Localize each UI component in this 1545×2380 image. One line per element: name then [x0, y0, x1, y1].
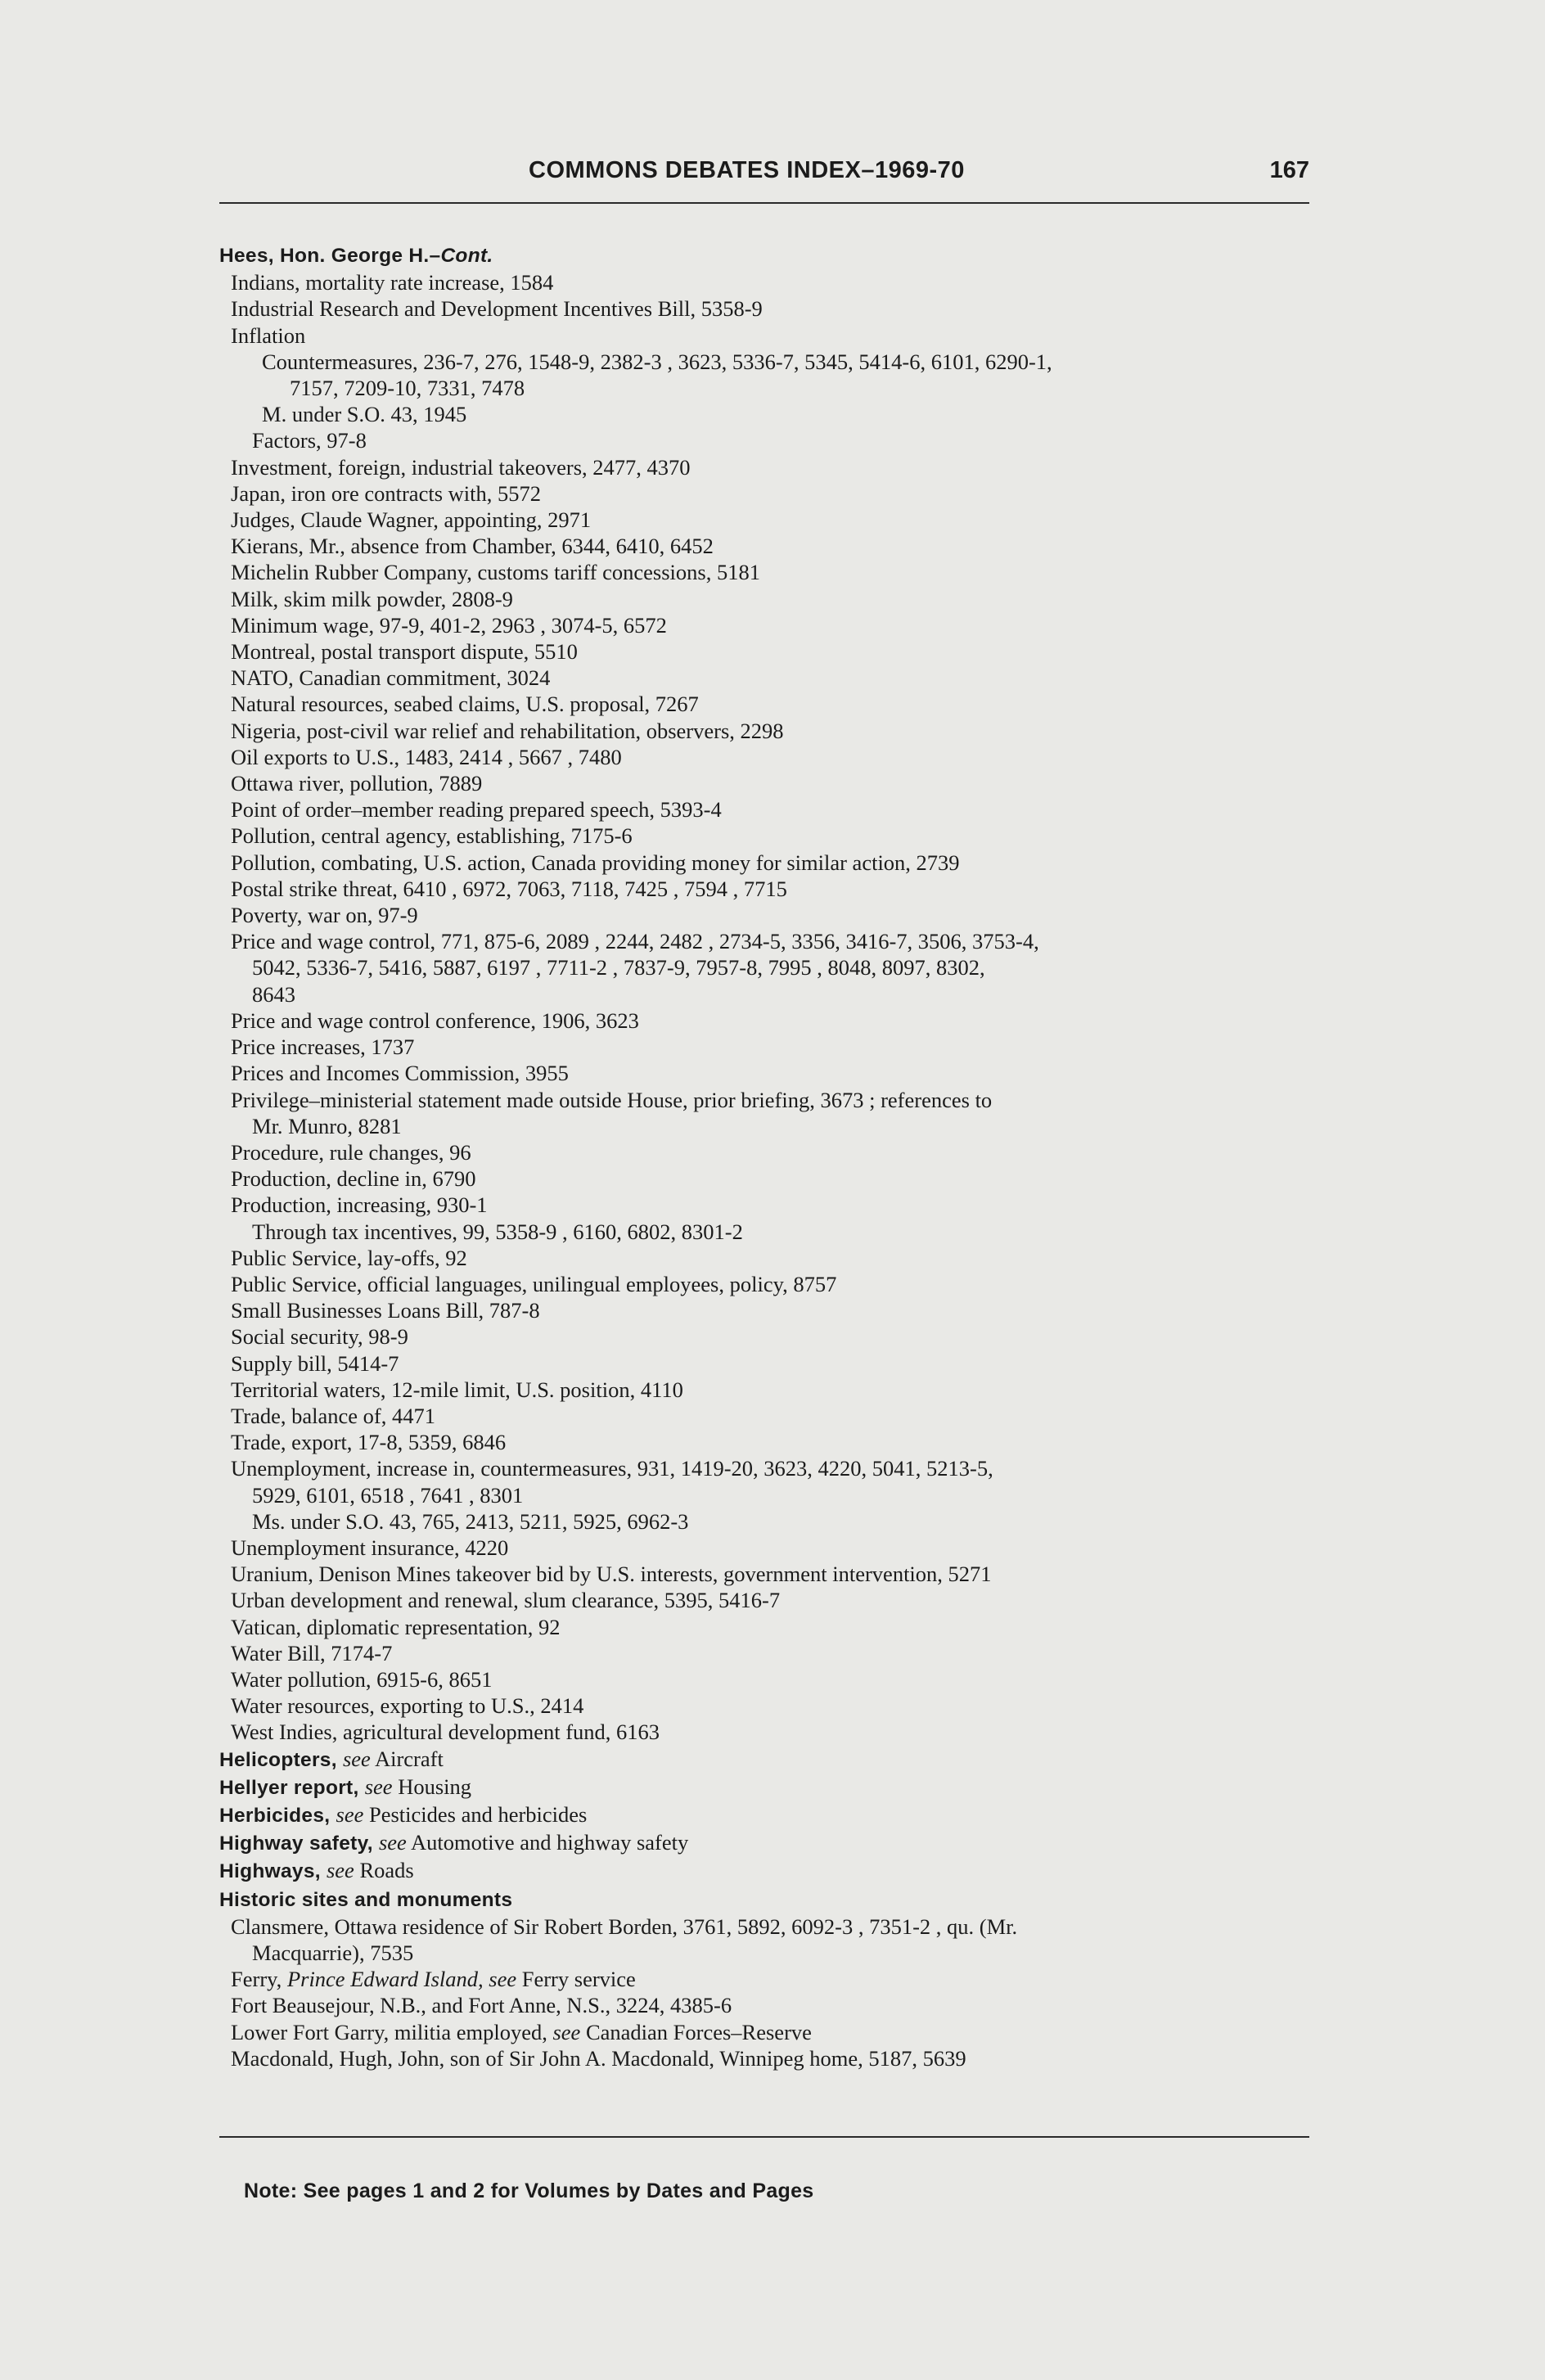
entry-text: M. under S.O. 43, 1945 — [262, 402, 467, 427]
index-entry — [219, 928, 1316, 954]
index-entry — [219, 1535, 1316, 1561]
entry-text: Nigeria, post-civil war relief and rehabilitation, observers, 2298 — [231, 718, 784, 743]
entry-text: Indians, mortality rate increase, 1584 — [231, 270, 554, 295]
entry-text: Highway safety, — [219, 1832, 379, 1855]
entry-text: Trade, balance of, 4471 — [231, 1403, 435, 1428]
entry-text: Water Bill, 7174-7 — [231, 1640, 393, 1666]
entry-text: Unemployment insurance, 4220 — [231, 1535, 509, 1560]
entry-text: 5042, 5336-7, 5416, 5887, 6197 , 7711-2 , 7837-9, 7957-8, 7995 , 8048, 8097, 8302, — [252, 955, 985, 980]
index-entry — [219, 1482, 1316, 1508]
index-entry — [219, 1034, 1316, 1060]
entry-text: Inflation — [231, 322, 306, 348]
entry-text: Pollution, central agency, establishing, 7175-6 — [231, 823, 633, 849]
index-entry — [219, 241, 1316, 269]
entry-text: Minimum wage, 97-9, 401-2, 2963 , 3074-5, 6572 — [231, 612, 667, 638]
page-header — [219, 157, 1309, 200]
entry-text: Highways, — [219, 1860, 327, 1883]
entry-text: see — [326, 1858, 354, 1883]
index-entry — [219, 2045, 1316, 2071]
entry-text: Macdonald, Hugh, John, son of Sir John A. Macdonald, Winnipeg home, 5187, 5639 — [231, 2045, 966, 2071]
entry-text: Aircraft — [370, 1746, 444, 1771]
index-entry — [219, 850, 1316, 876]
entry-text: Urban development and renewal, slum clearance, 5395, 5416-7 — [231, 1588, 781, 1613]
entry-text: see — [378, 1830, 407, 1855]
index-entry — [219, 1913, 1316, 1940]
index-entry — [219, 1774, 1316, 1801]
index-entry — [219, 533, 1316, 559]
index-entry — [219, 401, 1316, 427]
entry-text: Ottawa river, pollution, 7889 — [231, 771, 483, 796]
entry-text: Ferry service — [516, 1967, 636, 1992]
entry-text: Natural resources, seabed claims, U.S. proposal, 7267 — [231, 692, 699, 717]
index-entry — [219, 1060, 1316, 1086]
footer-note: Note: See pages 1 and 2 for Volumes by Dates and Pages — [244, 2179, 814, 2202]
entry-text: NATO, Canadian commitment, 3024 — [231, 665, 551, 691]
entry-text: Social security, 98-9 — [231, 1324, 408, 1350]
index-entry — [219, 1219, 1316, 1245]
entry-text: Milk, skim milk powder, 2808-9 — [231, 586, 513, 611]
entry-text: see — [336, 1801, 364, 1827]
index-entry — [219, 507, 1316, 533]
index-entry — [219, 1323, 1316, 1350]
entry-text: 8643 — [252, 981, 295, 1007]
entry-text: Countermeasures, 236-7, 276, 1548-9, 2382-3 , 3623, 5336-7, 5345, 5414-6, 6101, 6290-1, — [262, 349, 1052, 374]
index-entry — [219, 1992, 1316, 2018]
entry-text: Price increases, 1737 — [231, 1034, 415, 1060]
index-entry — [219, 665, 1316, 691]
index-entries — [219, 241, 1316, 2071]
entry-text: Price and wage control, 771, 875-6, 2089 , 2244, 2482 , 2734-5, 3356, 3416-7, 3506, 3753-4, — [231, 929, 1039, 954]
index-entry — [219, 1139, 1316, 1165]
entry-text: Postal strike threat, 6410 , 6972, 7063, 7118, 7425 , 7594 , 7715 — [231, 876, 787, 901]
index-entry — [219, 1192, 1316, 1218]
entry-text: 7157, 7209-10, 7331, 7478 — [290, 376, 525, 401]
index-entry — [219, 823, 1316, 849]
index-entry — [219, 1403, 1316, 1429]
entry-text: Kierans, Mr., absence from Chamber, 6344, 6410, 6452 — [231, 534, 714, 559]
index-entry — [219, 1007, 1316, 1034]
entry-text: Montreal, postal transport dispute, 5510 — [231, 639, 578, 665]
entry-text: West Indies, agricultural development fund, 6163 — [231, 1720, 660, 1745]
index-entry — [219, 322, 1316, 349]
entry-text: Ferry, — [231, 1967, 287, 1992]
index-entry — [219, 2019, 1316, 2045]
footer-rule — [219, 2136, 1309, 2138]
index-entry — [219, 718, 1316, 744]
index-entry — [219, 691, 1316, 717]
entry-text: Hees, Hon. George H.– — [219, 245, 441, 267]
header-rule — [219, 202, 1309, 204]
entry-text: see — [342, 1746, 371, 1771]
page-number: 167 — [1269, 157, 1309, 183]
entry-text: Canadian Forces–Reserve — [580, 2019, 812, 2044]
entry-text: Water resources, exporting to U.S., 2414 — [231, 1693, 584, 1719]
entry-text: Japan, iron ore contracts with, 5572 — [231, 480, 541, 506]
entry-text: Supply bill, 5414-7 — [231, 1350, 399, 1376]
index-entry — [219, 1087, 1316, 1113]
entry-text: Automotive and highway safety — [406, 1830, 689, 1855]
index-entry — [219, 902, 1316, 928]
index-entry — [219, 1886, 1316, 1913]
entry-text: Mr. Munro, 8281 — [252, 1113, 402, 1138]
entry-text: Uranium, Denison Mines takeover bid by U.S. interests, government intervention, 5271 — [231, 1562, 992, 1587]
index-entry — [219, 1377, 1316, 1403]
index-entry — [219, 1561, 1316, 1587]
index-entry — [219, 796, 1316, 823]
entry-text: Public Service, lay-offs, 92 — [231, 1245, 467, 1270]
index-entry — [219, 1640, 1316, 1666]
entry-text: Point of order–member reading prepared speech, 5393-4 — [231, 797, 722, 823]
index-entry — [219, 349, 1316, 375]
index-entry — [219, 295, 1316, 322]
index-entry — [219, 638, 1316, 665]
entry-text: Judges, Claude Wagner, appointing, 2971 — [231, 507, 592, 533]
entry-text: Clansmere, Ottawa residence of Sir Robert Borden, 3761, 5892, 6092-3 , 7351-2 , qu. (Mr. — [231, 1913, 1018, 1939]
index-entry — [219, 1165, 1316, 1192]
entry-text: Price and wage control conference, 1906, 3623 — [231, 1007, 639, 1033]
index-entry — [219, 612, 1316, 638]
index-entry — [219, 1693, 1316, 1719]
running-title: COMMONS DEBATES INDEX–1969-70 — [529, 157, 965, 183]
entry-text: Production, increasing, 930-1 — [231, 1192, 488, 1218]
index-entry — [219, 1966, 1316, 1992]
entry-text: Herbicides, — [219, 1804, 336, 1827]
entry-text: Prices and Incomes Commission, 3955 — [231, 1061, 569, 1086]
index-entry — [219, 269, 1316, 295]
index-entry — [219, 876, 1316, 902]
entry-text: Public Service, official languages, unilingual employees, policy, 8757 — [231, 1271, 837, 1296]
entry-text: Vatican, diplomatic representation, 92 — [231, 1614, 561, 1639]
index-entry — [219, 454, 1316, 480]
entry-text: Macquarrie), 7535 — [252, 1941, 414, 1965]
entry-text: Trade, export, 17-8, 5359, 6846 — [231, 1430, 507, 1455]
index-entry — [219, 1666, 1316, 1693]
index-entry — [219, 1587, 1316, 1613]
entry-text: Housing — [392, 1774, 472, 1799]
index-entry — [219, 1719, 1316, 1745]
index-entry — [219, 1746, 1316, 1774]
entry-text: Oil exports to U.S., 1483, 2414 , 5667 , 7480 — [231, 744, 622, 769]
entry-text: Territorial waters, 12-mile limit, U.S. position, 4110 — [231, 1377, 683, 1402]
index-entry — [219, 1857, 1316, 1885]
entry-text: Pesticides and herbicides — [363, 1801, 588, 1827]
index-entry — [219, 427, 1316, 453]
index-entry — [219, 1940, 1316, 1966]
entry-text: Prince Edward Island, see — [286, 1967, 517, 1992]
index-entry — [219, 1271, 1316, 1297]
entry-text: Production, decline in, 6790 — [231, 1166, 476, 1192]
index-entry — [219, 1429, 1316, 1455]
entry-text: see — [552, 2019, 581, 2044]
entry-text: Unemployment, increase in, countermeasures, 931, 1419-20, 3623, 4220, 5041, 5213-5, — [231, 1456, 993, 1481]
entry-text: Roads — [354, 1858, 414, 1883]
index-entry — [219, 1614, 1316, 1640]
index-entry — [219, 954, 1316, 980]
index-entry — [219, 981, 1316, 1007]
index-entry — [219, 586, 1316, 612]
index-entry — [219, 1245, 1316, 1271]
entry-text: Investment, foreign, industrial takeovers, 2477, 4370 — [231, 454, 691, 480]
entry-text: Water pollution, 6915-6, 8651 — [231, 1666, 493, 1692]
index-entry — [219, 1297, 1316, 1323]
entry-text: 5929, 6101, 6518 , 7641 , 8301 — [252, 1482, 524, 1508]
entry-text: Helicopters, — [219, 1748, 343, 1771]
entry-text: Historic sites and monuments — [219, 1888, 513, 1911]
entry-text: Hellyer report, — [219, 1776, 365, 1799]
entry-text: Michelin Rubber Company, customs tariff concessions, 5181 — [231, 560, 760, 585]
entry-text: Factors, 97-8 — [252, 428, 367, 453]
entry-text: Lower Fort Garry, militia employed, — [231, 2019, 553, 2044]
index-entry — [219, 770, 1316, 796]
entry-text: Poverty, war on, 97-9 — [231, 903, 418, 928]
index-entry — [219, 1801, 1316, 1829]
entry-text: Pollution, combating, U.S. action, Canada providing money for similar action, 2739 — [231, 850, 960, 875]
entry-text: see — [364, 1774, 393, 1799]
entry-text: Fort Beausejour, N.B., and Fort Anne, N.S., 3224, 4385-6 — [231, 1993, 732, 2018]
entry-text: Ms. under S.O. 43, 765, 2413, 5211, 5925, 6962-3 — [252, 1508, 689, 1534]
entry-text: Procedure, rule changes, 96 — [231, 1139, 471, 1165]
index-entry — [219, 1829, 1316, 1857]
index-entry — [219, 559, 1316, 585]
entry-text: Cont. — [440, 245, 493, 267]
index-entry — [219, 744, 1316, 770]
index-entry — [219, 1455, 1316, 1481]
index-entry — [219, 1508, 1316, 1535]
entry-text: Privilege–ministerial statement made outside House, prior briefing, 3673 ; references to — [231, 1087, 993, 1112]
index-entry — [219, 375, 1316, 401]
index-entry — [219, 480, 1316, 507]
entry-text: Through tax incentives, 99, 5358-9 , 6160, 6802, 8301-2 — [252, 1219, 743, 1244]
entry-text: Industrial Research and Development Incentives Bill, 5358-9 — [231, 296, 763, 322]
index-entry — [219, 1350, 1316, 1377]
entry-text: Small Businesses Loans Bill, 787-8 — [231, 1298, 540, 1323]
index-entry — [219, 1113, 1316, 1139]
